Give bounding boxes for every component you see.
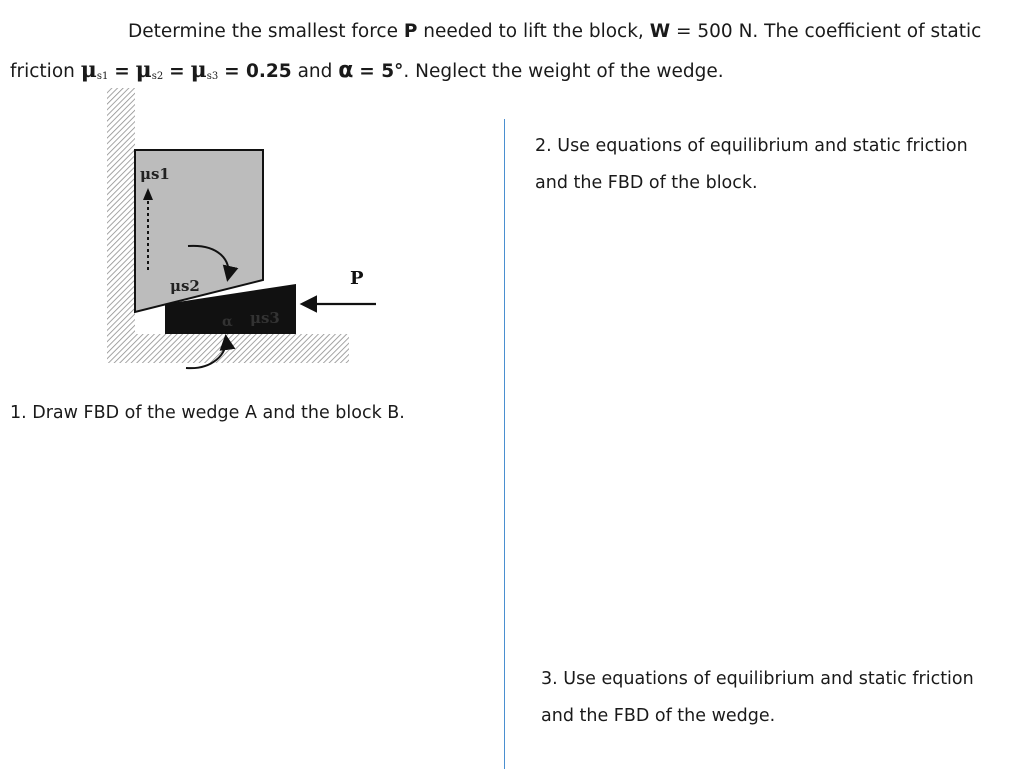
force-symbol: P [403, 21, 418, 42]
mu-value: = 0.25 [224, 61, 292, 82]
wall-hatching [107, 88, 135, 363]
mu-s2-symbol: $\mu_{s2}$ [135, 57, 164, 83]
force-p-label: P [350, 268, 364, 289]
floor-hatching [107, 334, 349, 363]
task-3-line-1: 3. Use equations of equilibrium and static friction [541, 669, 974, 689]
alpha-value: = 5° [359, 61, 404, 82]
mu-s3-label: μs3 [250, 309, 280, 327]
mu-s3-symbol: $\mu_{s3}$ [190, 57, 219, 83]
problem-statement-line-1 [128, 13, 981, 51]
problem-text: and [297, 61, 333, 82]
task-2 [535, 128, 968, 202]
task-1: 1. Draw FBD of the wedge A and the block B. [10, 403, 405, 423]
alpha-label: α [222, 314, 233, 330]
equals-sign: = [114, 61, 130, 82]
problem-text: friction [10, 61, 75, 82]
problem-text: . Neglect the weight of the wedge. [403, 61, 724, 82]
task-2-line-1: 2. Use equations of equilibrium and static friction [535, 136, 968, 156]
wedge-block-figure [100, 88, 390, 383]
alpha-symbol: α [338, 58, 354, 83]
problem-text: Determine the smallest force [128, 21, 398, 42]
weight-value: = 500 N. The coefficient of static [676, 21, 982, 42]
task-3 [541, 661, 974, 735]
mu-s1-label: μs1 [140, 165, 170, 183]
mu-s1-symbol: $\mu_{s1}$ [80, 57, 109, 83]
mu-s2-label: μs2 [170, 277, 200, 295]
weight-symbol: W [649, 21, 671, 42]
problem-text: needed to lift the block, [423, 21, 644, 42]
equals-sign: = [169, 61, 185, 82]
task-3-line-2: and the FBD of the wedge. [541, 706, 776, 726]
column-divider [504, 119, 505, 769]
task-2-line-2: and the FBD of the block. [535, 173, 758, 193]
